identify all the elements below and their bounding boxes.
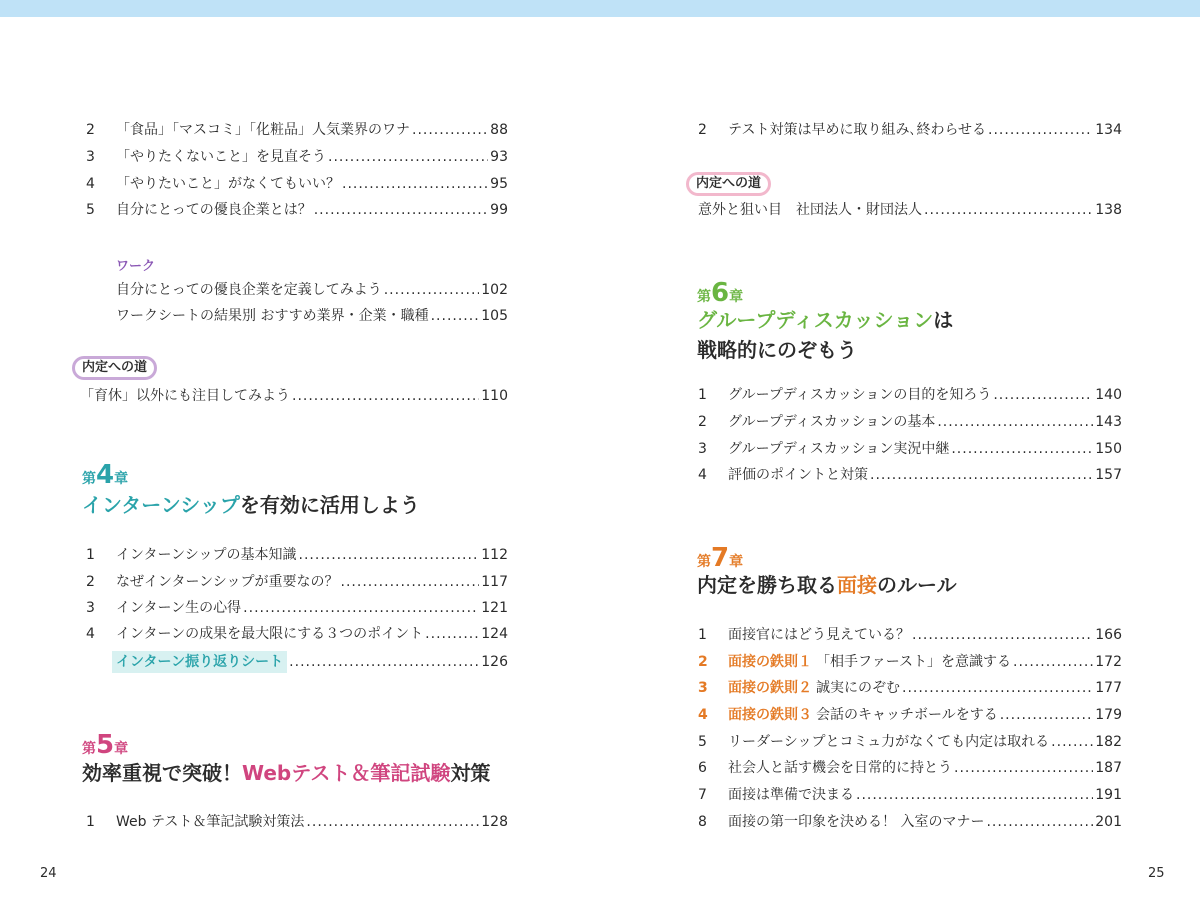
toc-entry[interactable]: 4 「やりたいこと」がなくてもいい？ ..... 95: [86, 174, 508, 194]
toc-entry[interactable]: ワークシートの結果別 おすすめ業界・企業・職種 ..... 105: [116, 306, 508, 326]
toc-entry[interactable]: 1 グループディスカッションの目的を知ろう ..... 140: [698, 385, 1122, 405]
toc-entry[interactable]: 3 グループディスカッション実況中継 ..... 150: [698, 439, 1122, 459]
toc-entry[interactable]: 8 面接の第一印象を決める！ 入室のマナー ..... 201: [698, 812, 1122, 832]
toc-entry[interactable]: 7 面接は準備で決まる ..... 191: [698, 785, 1122, 805]
page-number: 24: [40, 866, 57, 881]
toc-entry[interactable]: 1 Web テスト＆筆記試験対策法 ..... 128: [86, 812, 508, 832]
chapter-number: 第4章: [82, 460, 129, 490]
toc-entry[interactable]: 3 インターン生の心得 ..... 121: [86, 598, 508, 618]
toc-entry[interactable]: 1 面接官にはどう見えている？ ..... 166: [698, 625, 1122, 645]
toc-entry[interactable]: 2 なぜインターンシップが重要なの？ ..... 117: [86, 572, 508, 592]
toc-entry[interactable]: 1 インターンシップの基本知識 ..... 112: [86, 545, 508, 565]
chapter-title: インターンシップを有効に活用しよう: [82, 493, 420, 517]
toc-entry[interactable]: 5 リーダーシップとコミュ力がなくても内定は取れる ..... 182: [698, 732, 1122, 752]
page-number: 25: [1148, 866, 1165, 881]
toc-entry[interactable]: 5 自分にとっての優良企業とは？ ..... 99: [86, 200, 508, 220]
chapter-number: 第7章: [697, 543, 744, 573]
toc-entry[interactable]: インターン振り返りシート ..... 126: [112, 651, 508, 673]
toc-entry[interactable]: 2 「食品」「マスコミ」「化粧品」人気業界のワナ ..... 88: [86, 120, 508, 140]
toc-entry[interactable]: 「育休」以外にも注目してみよう ..... 110: [80, 386, 508, 406]
toc-entry[interactable]: 6 社会人と話す機会を日常的に持とう ..... 187: [698, 758, 1122, 778]
work-label: ワーク: [116, 259, 156, 274]
chapter-number: 第6章: [697, 278, 744, 308]
toc-entry[interactable]: 4 インターンの成果を最大限にする３つのポイント ..... 124: [86, 624, 508, 644]
top-color-band: [0, 0, 1200, 17]
toc-entry[interactable]: 3 「やりたくないこと」を見直そう ..... 93: [86, 147, 508, 167]
toc-entry[interactable]: 意外と狙い目 社団法人・財団法人 ..... 138: [698, 200, 1122, 220]
toc-entry[interactable]: 2 テスト対策は早めに取り組み､終わらせる ..... 134: [698, 120, 1122, 140]
toc-entry[interactable]: 2 面接の鉄則１ 「相手ファースト」を意識する ..... 172: [698, 652, 1122, 672]
toc-entry[interactable]: 3 面接の鉄則２ 誠実にのぞむ ..... 177: [698, 678, 1122, 698]
toc-entry[interactable]: 4 評価のポイントと対策 ..... 157: [698, 465, 1122, 485]
toc-entry[interactable]: 4 面接の鉄則３ 会話のキャッチボールをする ..... 179: [698, 705, 1122, 725]
toc-entry[interactable]: 自分にとっての優良企業を定義してみよう ..... 102: [116, 280, 508, 300]
naitei-label: 内定への道: [72, 356, 157, 380]
chapter-title-line2: 戦略的にのぞもう: [697, 338, 857, 362]
naitei-label: 内定への道: [686, 172, 771, 196]
chapter-title: グループディスカッションは: [697, 308, 954, 332]
chapter-number: 第5章: [82, 730, 129, 760]
chapter-title: 内定を勝ち取る面接のルール: [697, 573, 957, 597]
toc-entry[interactable]: 2 グループディスカッションの基本 ..... 143: [698, 412, 1122, 432]
chapter-title: 効率重視で突破！Webテスト＆筆記試験対策: [82, 761, 491, 785]
